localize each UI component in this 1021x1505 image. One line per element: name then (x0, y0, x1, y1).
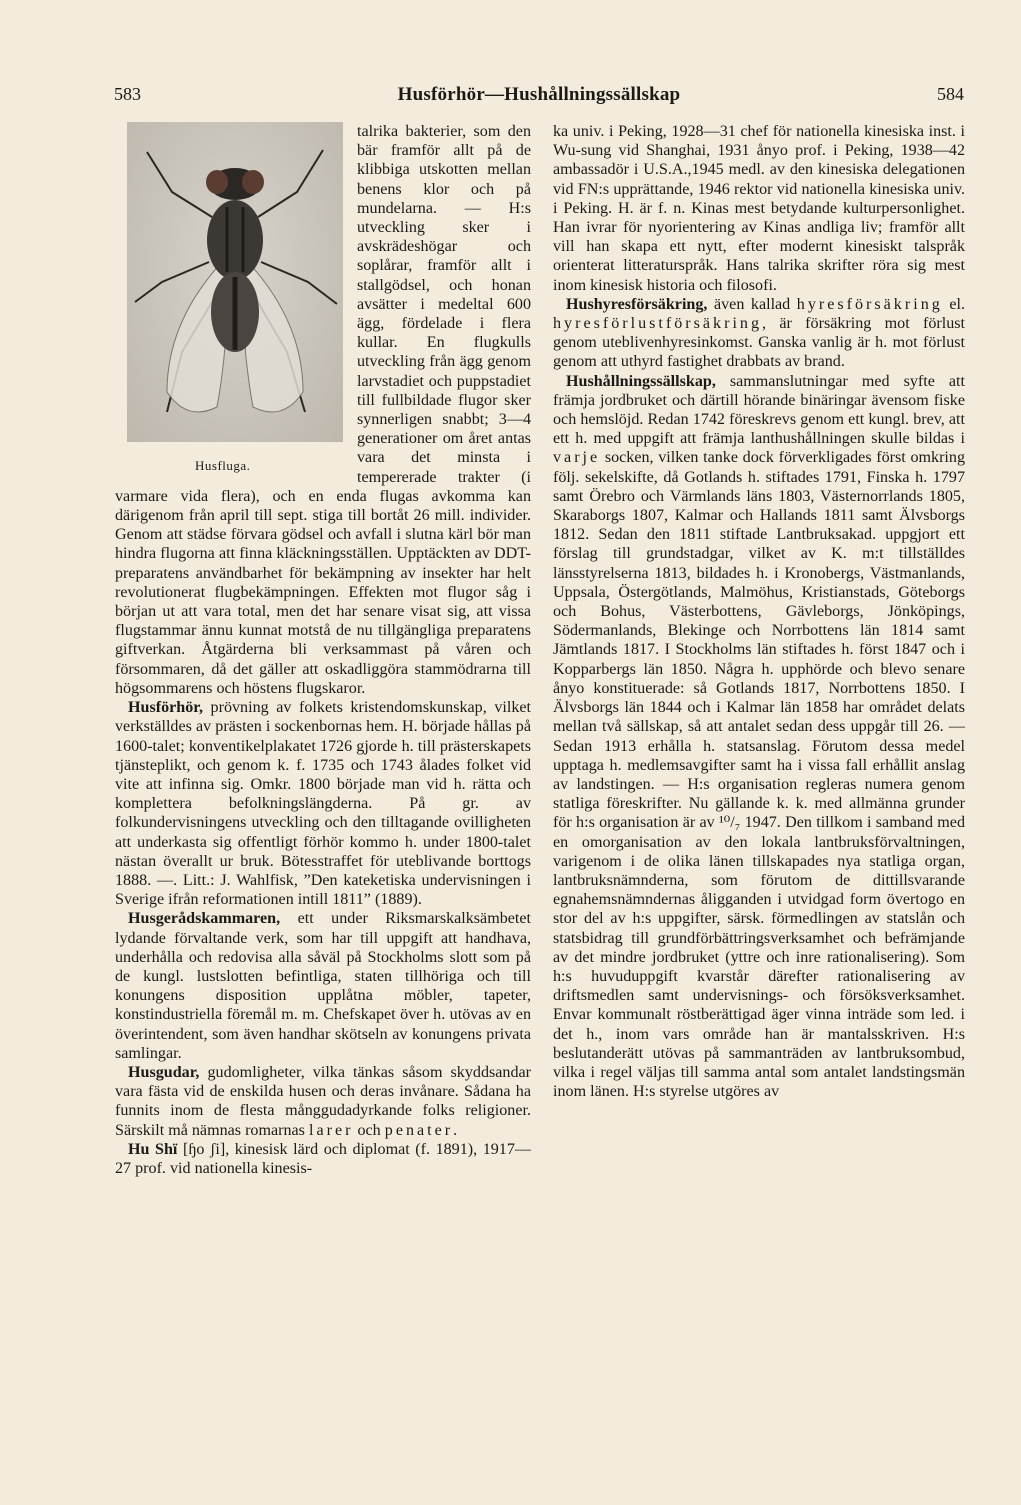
entry-body: gudomligheter, vilka tänkas såsom skyddsandar vara fästa vid de enskilda husen och deras invånare. Sådana ha funnits inom de flesta månggudadyrkande folks religioner. Särskilt må nämnas romarnas (115, 1063, 531, 1139)
entry-husgudar (115, 1063, 531, 1140)
page-number-right: 584 (937, 84, 964, 104)
spaced-term: hyresförsäkring (796, 295, 943, 313)
spaced-term: hyresförlustförsäkring (553, 315, 763, 333)
spaced-term: larer (308, 1121, 354, 1139)
housefly-text: talrika bakterier, som den bär framför allt på de klibbiga utskotten mellan benens klor och på mundelarna. — H:s utveckling sker i avskrädeshögar och soplårar, framför allt i stallgödsel, och honan avsätter i medeltal 600 ägg, fördelade i flera kullar. En flugkulls utveckling från ägg genom larvstadiet och puppstadiet till fullbildade flugor sker synnerligen snabbt; 3—4 generationer om året antas vara det minsta i tempererade trakter (i varmare vida flera), och en enda flugas avkomma kan därigenom från april till sept. stiga till bortåt 26 mill. individer. Genom att städse förvara gödsel och avfall i slutna kärl bör man hindra flugorna att finna kläckningsställen. Upptäckten av DDT-preparatens användbarhet för bekämpning av insekter har helt revolutionerat flugbekämpningen. Effekten mot flugor såg i början ut att vara total, men det har senare visat sig, att vissa flugstammar ännu kunnat motstå de nu tillgängliga preparatens giftverkan. Åtgärderna bli verksammast på våren och försommaren, då det gäller att oskadliggöra stammödrarna till högsommarens och höstens flugskaror. (115, 123, 531, 697)
entry-body: , är försäkring mot förlust genom uteblivenhyresinkomst. Ganska vanlig är h. mot förlust genom att uthyrd fastighet drabbats av brand. (553, 315, 965, 371)
entry-body: [ɧo ʃi], kinesisk lärd och diplomat (f. 1891), 1917—27 prof. vid nationella kinesis- (115, 1140, 531, 1177)
entry-hu-shi-continued: ka univ. i Peking, 1928—31 chef för nationella kinesiska inst. i Wu-sung vid Shanghai, 1931 ånyo prof. i Peking, 1938—42 ambassadör i U.S.A.,1945 medl. av den kinesiska delegationen vid FN:s upprättande, 1946 rektor vid nationella kinesiska univ. i Peking. H. är f. n. Kinas mest betydande kulturpersonlighet. Han ivrar för nyorientering av Kinas andliga liv; framför allt vill han skapa ett nytt, efter modernt kinesiskt talspråk orienterat litteraturspråk. Hans talrika skrifter röra sig mest inom kinesisk historia och filosofi. (553, 123, 965, 294)
headword: Hushållningssällskap, (566, 372, 716, 390)
headword: Hu Shï (128, 1140, 178, 1158)
entry-body: . (453, 1121, 458, 1139)
housefly-illustration (127, 122, 343, 442)
spaced-term: varje (553, 449, 601, 467)
entry-hu-shi (115, 1140, 531, 1178)
headword: Hushyresförsäkring, (566, 295, 708, 313)
headword: Husförhör, (128, 699, 203, 717)
figure-caption: Husfluga. (195, 458, 251, 473)
page-header (114, 84, 964, 110)
housefly-figure (115, 122, 341, 472)
entry-body: sammanslutningar med syfte att främja jordbruket och därtill hörande binäringar ävensom fiske och hemslöjd. Redan 1742 föreskrevs genom ett kungl. brev, att ett h. med uppgift att främja lanthushållningen skulle bildas i (553, 372, 965, 448)
headword: Husgerådskammaren, (128, 910, 281, 928)
entry-body: ett under Riksmarskalksämbetet lydande förvaltande verk, som har till uppgift att handhava, underhålla och redovisa alla såväl på Stockholms slott som på de kungl. lustslotten befintliga, staten tillhöriga och till konungens disposition upplåtna möbler, tapeter, konstindustriella föremål m. m. Chefskapet över h. utövas av en överintendent, som även handhar skötseln av konungens privata samlingar. (115, 910, 531, 1062)
spaced-term: penater (384, 1121, 454, 1139)
entry-body: prövning av folkets kristendomskunskap, vilket verkställdes av prästen i sockenbornas hem. H. började hållas på 1600-talet; konventikelplakatet 1726 gjorde h. till prästerskapets tjänsteplikt, och genom k. f. 1735 och 1743 ålades folket vid vite att infinna sig. Omkr. 1800 började man vid h. rätta och komplettera befolkningslängderna. På gr. av folkundervisningens utveckling och den tilltagande ovilligheten att underkasta sig offentligt förhör kommo h. under 1800-talet nästan överallt ur bruk. Bötesstraffet för uteblivande borttogs 1888. —. Litt.: J. Wahlfisk, ”Den kateketiska undervisningen i Sverige ifrån reformationen intill 1811” (1889). (115, 699, 531, 909)
entry-body: och (353, 1121, 385, 1139)
entry-body: el. (942, 295, 965, 313)
housefly-photo (127, 122, 343, 442)
entry-hushallningssallskap (553, 372, 965, 1102)
headword: Husgudar, (128, 1063, 200, 1081)
entry-husforhor (115, 698, 531, 909)
entry-body: även kallad (707, 295, 797, 313)
right-column (553, 122, 965, 1101)
entry-hushyresforsakring (553, 295, 965, 372)
left-column (115, 122, 531, 1178)
entry-husgeradskammaren (115, 909, 531, 1063)
running-title: Husförhör—Hushållningssällskap (397, 84, 681, 105)
page-number-left: 583 (114, 84, 141, 104)
entry-body: socken, vilken tanke dock förverkligades först omkring följ. sekelskifte, då Gotlands h. stiftades 1791, Finska h. 1797 samt Örebro och Värmlands läns 1803, Västernorrlands 1805, Skaraborgs 1807, Kalmar och Hallands 1811 samt Älvsborgs 1812. Sedan den 1811 stiftade Lantbruksakad. uppgjort ett förslag till grundstadgar, vilket av K. m:t tillställdes länsstyrelserna 1813, bildades h. i Kronobergs, Västmanlands, Uppsala, Östergötlands, Malmöhus, Kristianstads, Göteborgs och Bohus, Västerbottens, Gävleborgs, Jönköpings, Södermanlands, Blekinge och Norrbottens län 1814 samt Jämtlands 1817. I Stockholms län stiftades h. först 1847 och i Kopparbergs län 1850. Några h. upphörde och blevo senare ånyo konstituerade: så Gotlands 1817, Norrbottens 1850. I Älvsborgs län 1844 och i Kalmar län 1858 har området delats mellan två sällskap, så att antalet sedan dess uppgår till 26. — Sedan 1913 erhålla h. statsanslag. Förutom dessa medel upptaga h. medlemsavgifter samt ha i vissa fall erhållit anslag av landstingen. — H:s organisation regleras numera genom statliga föreskrifter. Nu gällande k. k. med allmänna grunder för h:s organisation är av ¹⁰/₇ 1947. Den tillkom i samband med en omorganisation av den lokala lantbruksförvaltningen, varigenom i de olika länen tillskapades nya statliga organ, lantbruksnämnderna, som förutom de dittillsvarande egnahemsnämndernas åligganden i utvidgad form övertogo en stor del av h:s uppgifter, särsk. förmedlingen av statslån och statsbidrag till grundförbättringsverksamhet och befrämjande av det mindre jordbruket (yttre och inre rationalisering). Som h:s huvuduppgift kvarstår därefter rationalisering av driftsmedlen samt undervisnings- och försöksverksamhet. Envar kommunalt röstberättigad äger vinna inträde som led. i det h., inom vars område han är mantalsskriven. H:s beslutanderätt utövas på sammanträden av lantbruksombud, vilka i regel väljas till samma antal som antalet landstingsmän inom länen. H:s styrelse utgöres av (553, 449, 965, 1101)
